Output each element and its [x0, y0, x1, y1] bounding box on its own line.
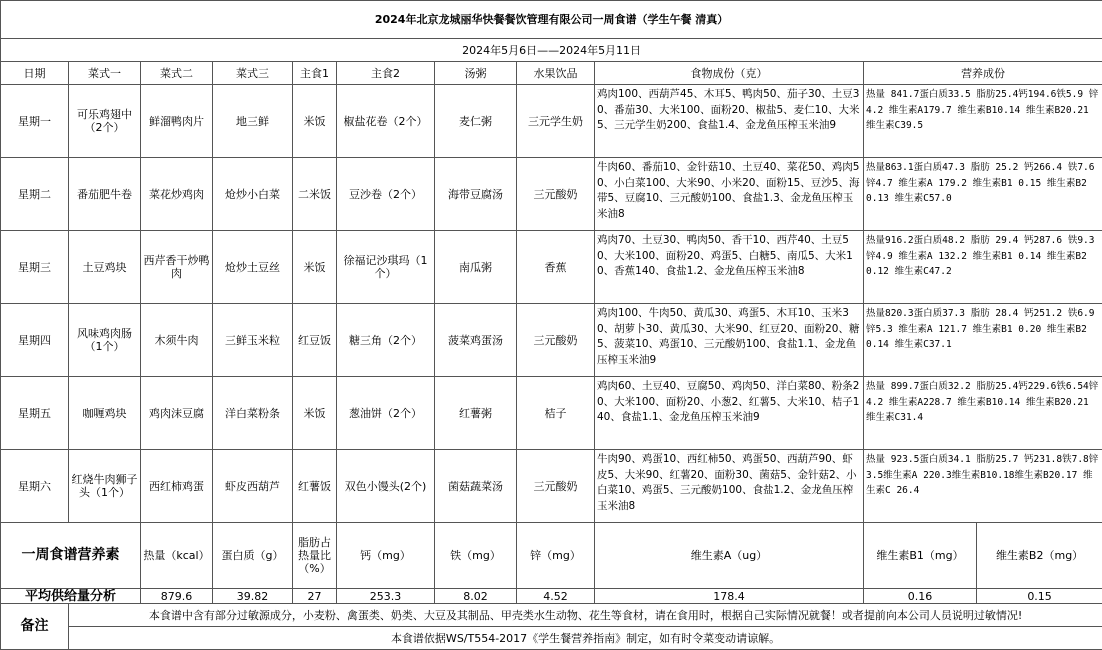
average-label: 平均供给量分析: [1, 589, 141, 604]
dish3-cell: 炝炒土豆丝: [213, 231, 293, 304]
dish1-cell: 红烧牛肉狮子头（1个）: [69, 450, 141, 523]
composition-cell: 鸡肉100、西葫芦45、木耳5、鸭肉50、茄子30、土豆30、番茄30、大米100、面粉20、椒盐5、麦仁10、大米5、三元学生奶200、食盐1.4、金龙鱼压榨玉米油9: [595, 85, 864, 158]
date-row: [1, 39, 1102, 62]
staple1-cell: 红豆饭: [293, 304, 337, 377]
dish3-cell: 洋白菜粉条: [213, 377, 293, 450]
nutrition-cell: 热量863.1蛋白质47.3 脂肪 25.2 钙266.4 铁7.6 锌4.7 维生素A 179.2 维生素B1 0.15 维生素B2 0.13 维生素C57.0: [864, 158, 1102, 231]
soup-cell: 菌菇蔬菜汤: [435, 450, 517, 523]
nutrient-value: 8.02: [435, 589, 517, 604]
staple1-cell: 米饭: [293, 377, 337, 450]
staple1-cell: 米饭: [293, 231, 337, 304]
day-row-tue: [1, 158, 1102, 231]
header-staple2: 主食2: [337, 62, 435, 85]
notes-label: 备注: [1, 604, 69, 650]
soup-cell: 麦仁粥: [435, 85, 517, 158]
nutrient-value: 253.3: [337, 589, 435, 604]
nutrient-value: 27: [293, 589, 337, 604]
weekly-average-row: [1, 589, 1102, 604]
day-label: 星期六: [1, 450, 69, 523]
fruit-cell: 三元酸奶: [517, 304, 595, 377]
staple2-cell: 双色小馒头(2个): [337, 450, 435, 523]
staple1-cell: 红薯饭: [293, 450, 337, 523]
day-label: 星期四: [1, 304, 69, 377]
fruit-cell: 香蕉: [517, 231, 595, 304]
weekly-label: 一周食谱营养素: [1, 523, 141, 589]
day-row-thu: [1, 304, 1102, 377]
staple2-cell: 徐福记沙琪玛（1个）: [337, 231, 435, 304]
staple2-cell: 豆沙卷（2个）: [337, 158, 435, 231]
dish1-cell: 土豆鸡块: [69, 231, 141, 304]
dish3-cell: 虾皮西葫芦: [213, 450, 293, 523]
dish2-cell: 菜花炒鸡肉: [141, 158, 213, 231]
notes-row-2: [1, 627, 1102, 650]
day-label: 星期一: [1, 85, 69, 158]
nutrient-name: 热量（kcal）: [141, 523, 213, 589]
fruit-cell: 三元酸奶: [517, 450, 595, 523]
header-composition: 食物成份（克）: [595, 62, 864, 85]
staple2-cell: 椒盐花卷（2个）: [337, 85, 435, 158]
nutrient-name: 维生素A（ug）: [595, 523, 864, 589]
header-staple1: 主食1: [293, 62, 337, 85]
nutrient-value: 4.52: [517, 589, 595, 604]
dish1-cell: 咖喱鸡块: [69, 377, 141, 450]
day-row-wed: [1, 231, 1102, 304]
nutrient-value: 0.16: [864, 589, 977, 604]
nutrient-value: 178.4: [595, 589, 864, 604]
header-dish3: 菜式三: [213, 62, 293, 85]
allergen-note: 本食谱中含有部分过敏源成分，小麦粉、禽蛋类、奶类、大豆及其制品、甲壳类水生动物、花生等食材，请在食用时，根据自己实际情况就餐！或者提前向本公司人员说明过敏情况!: [69, 604, 1102, 627]
composition-cell: 牛肉60、番茄10、金针菇10、土豆40、菜花50、鸡肉50、小白菜100、大米90、小米20、面粉15、豆沙5、海带5、豆腐10、三元酸奶100、食盐1.3、金龙鱼压榨玉米油8: [595, 158, 864, 231]
nutrition-cell: 热量820.3蛋白质37.3 脂肪 28.4 钙251.2 铁6.9 锌5.3 维生素A 121.7 维生素B1 0.20 维生素B2 0.14 维生素C37.1: [864, 304, 1102, 377]
nutrient-name: 钙（mg）: [337, 523, 435, 589]
nutrient-value: 879.6: [141, 589, 213, 604]
staple2-cell: 糖三角（2个）: [337, 304, 435, 377]
weekly-nutrient-header-row: [1, 523, 1102, 589]
nutrient-name: 维生素B1（mg）: [864, 523, 977, 589]
nutrition-cell: 热量 923.5蛋白质34.1 脂肪25.7 钙231.8铁7.8锌3.5维生素A 220.3维生素B10.18维生素B20.17 维生素C 26.4: [864, 450, 1102, 523]
dish1-cell: 可乐鸡翅中（2个）: [69, 85, 141, 158]
composition-cell: 鸡肉70、土豆30、鸭肉50、香干10、西芹40、土豆50、大米100、面粉20、鸡蛋5、白糖5、南瓜5、大米10、香蕉140、食盐1.2、金龙鱼压榨玉米油8: [595, 231, 864, 304]
nutrition-cell: 热量 841.7蛋白质33.5 脂肪25.4钙194.6铁5.9 锌4.2 维生素A179.7 维生素B10.14 维生素B20.21 维生素C39.5: [864, 85, 1102, 158]
header-dish1: 菜式一: [69, 62, 141, 85]
dish2-cell: 木须牛肉: [141, 304, 213, 377]
nutrient-name: 铁（mg）: [435, 523, 517, 589]
day-row-mon: [1, 85, 1102, 158]
header-soup: 汤粥: [435, 62, 517, 85]
notes-row-1: [1, 604, 1102, 627]
nutrient-name: 锌（mg）: [517, 523, 595, 589]
header-date: 日期: [1, 62, 69, 85]
soup-cell: 菠菜鸡蛋汤: [435, 304, 517, 377]
composition-cell: 鸡肉100、牛肉50、黄瓜30、鸡蛋5、木耳10、玉米30、胡萝卜30、黄瓜30、大米90、红豆20、面粉20、糖5、菠菜10、鸡蛋10、三元酸奶100、食盐1.1、金龙鱼压榨玉米油9: [595, 304, 864, 377]
dish2-cell: 西芹香干炒鸭肉: [141, 231, 213, 304]
fruit-cell: 桔子: [517, 377, 595, 450]
dish3-cell: 炝炒小白菜: [213, 158, 293, 231]
day-row-sat: [1, 450, 1102, 523]
day-row-fri: [1, 377, 1102, 450]
nutrient-name: 脂肪占热量比（%）: [293, 523, 337, 589]
dish3-cell: 地三鲜: [213, 85, 293, 158]
header-dish2: 菜式二: [141, 62, 213, 85]
soup-cell: 红薯粥: [435, 377, 517, 450]
staple1-cell: 二米饭: [293, 158, 337, 231]
staple2-cell: 葱油饼（2个）: [337, 377, 435, 450]
dish2-cell: 西红柿鸡蛋: [141, 450, 213, 523]
dish1-cell: 番茄肥牛卷: [69, 158, 141, 231]
page-title: 2024年北京龙城丽华快餐餐饮管理有限公司一周食谱（学生午餐 清真）: [1, 1, 1102, 39]
dish2-cell: 鲜溜鸭肉片: [141, 85, 213, 158]
guideline-note: 本食谱依据WS/T554-2017《学生餐营养指南》制定，如有时令菜变动请谅解。: [69, 627, 1102, 650]
title-row: [1, 1, 1102, 39]
header-fruit: 水果饮品: [517, 62, 595, 85]
nutrition-cell: 热量 899.7蛋白质32.2 脂肪25.4钙229.6铁6.54锌4.2 维生素A228.7 维生素B10.14 维生素B20.21 维生素C31.4: [864, 377, 1102, 450]
date-range: 2024年5月6日——2024年5月11日: [1, 39, 1102, 62]
dish1-cell: 风味鸡肉肠（1个）: [69, 304, 141, 377]
soup-cell: 海带豆腐汤: [435, 158, 517, 231]
composition-cell: 牛肉90、鸡蛋10、西红柿50、鸡蛋50、西葫芦90、虾皮5、大米90、红薯20、面粉30、菌菇5、金针菇2、小白菜10、鸡蛋5、三元酸奶100、食盐1.2、金龙鱼压榨玉米油8: [595, 450, 864, 523]
soup-cell: 南瓜粥: [435, 231, 517, 304]
nutrient-name: 维生素B2（mg）: [977, 523, 1102, 589]
fruit-cell: 三元酸奶: [517, 158, 595, 231]
header-row: [1, 62, 1102, 85]
dish2-cell: 鸡肉沫豆腐: [141, 377, 213, 450]
staple1-cell: 米饭: [293, 85, 337, 158]
day-label: 星期五: [1, 377, 69, 450]
nutrient-value: 39.82: [213, 589, 293, 604]
dish3-cell: 三鲜玉米粒: [213, 304, 293, 377]
nutrient-name: 蛋白质（g）: [213, 523, 293, 589]
day-label: 星期三: [1, 231, 69, 304]
header-nutrition: 营养成份: [864, 62, 1102, 85]
fruit-cell: 三元学生奶: [517, 85, 595, 158]
nutrient-value: 0.15: [977, 589, 1102, 604]
day-label: 星期二: [1, 158, 69, 231]
nutrition-cell: 热量916.2蛋白质48.2 脂肪 29.4 钙287.6 铁9.3 锌4.9 维生素A 132.2 维生素B1 0.14 维生素B2 0.12 维生素C47.2: [864, 231, 1102, 304]
composition-cell: 鸡肉60、土豆40、豆腐50、鸡肉50、洋白菜80、粉条20、大米100、面粉20、小葱2、红薯5、大米10、桔子140、食盐1.1、金龙鱼压榨玉米油9: [595, 377, 864, 450]
